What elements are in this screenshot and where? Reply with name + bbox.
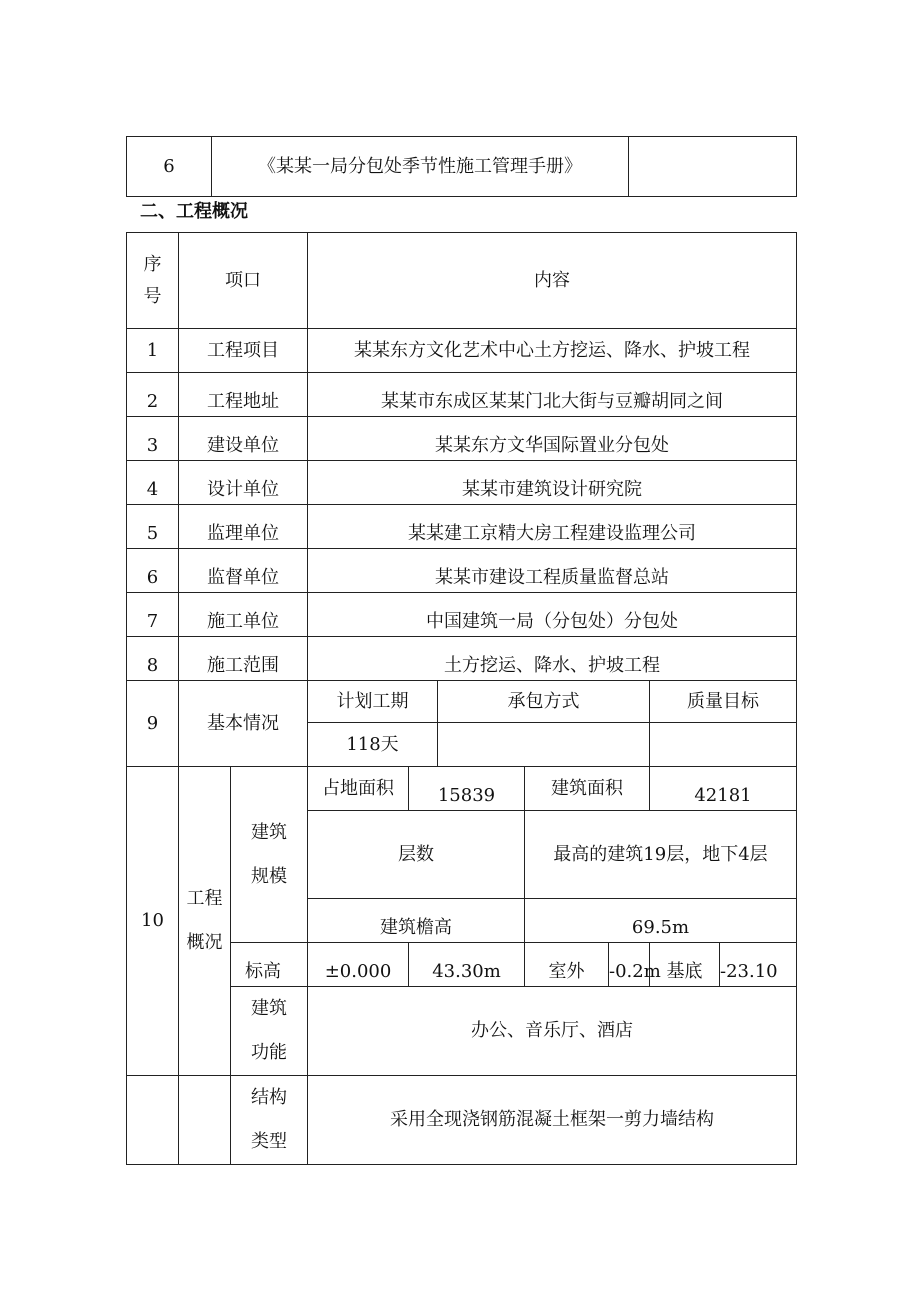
- table-row: [127, 505, 797, 549]
- function-value: 办公、音乐厅、酒店: [308, 987, 797, 1076]
- table-row: [127, 593, 797, 637]
- reference-remark: [629, 137, 797, 197]
- row-content: 某某东方文化艺术中心土方挖运、降水、护坡工程: [308, 329, 797, 373]
- table-row: [127, 373, 797, 417]
- row-content: 某某建工京精大房工程建设监理公司: [308, 505, 797, 549]
- structure-label: 结构类型: [231, 1076, 308, 1165]
- structure-value: 采用全现浇钢筋混凝土框架一剪力墙结构: [308, 1076, 797, 1165]
- row-item: 施工单位: [179, 593, 308, 637]
- row-item: 建设单位: [179, 417, 308, 461]
- row-item: 工程项目: [179, 329, 308, 373]
- table-row: [127, 461, 797, 505]
- land-area-label: 占地面积: [308, 767, 409, 811]
- header-row: [127, 233, 797, 329]
- row-item: 施工范围: [179, 637, 308, 681]
- row-seq: 7: [127, 593, 179, 637]
- structure-item-empty: [179, 1076, 231, 1165]
- row-seq: 8: [127, 637, 179, 681]
- row-content: 中国建筑一局（分包处）分包处: [308, 593, 797, 637]
- schedule-header: 计划工期: [308, 681, 438, 723]
- reference-title: 《某某一局分包处季节性施工管理手册》: [212, 137, 629, 197]
- row-seq: 6: [127, 549, 179, 593]
- row-item: 设计单位: [179, 461, 308, 505]
- row-content: 某某市建筑设计研究院: [308, 461, 797, 505]
- row-item: 工程地址: [179, 373, 308, 417]
- contract-mode-value: [438, 723, 650, 767]
- row-content: 某某市建设工程质量监督总站: [308, 549, 797, 593]
- outdoor-label: 室外: [525, 943, 609, 987]
- project-overview-table: [126, 232, 797, 1165]
- land-area-value: 15839: [409, 767, 525, 811]
- section-heading: 二、工程概况: [140, 201, 248, 222]
- contract-mode-header: 承包方式: [438, 681, 650, 723]
- row-seq: 2: [127, 373, 179, 417]
- outdoor-value: -0.2m: [609, 943, 650, 987]
- row-item: 监督单位: [179, 549, 308, 593]
- table-row: [127, 329, 797, 373]
- elevation-zero-value: 43.30m: [409, 943, 525, 987]
- scale-label: 建筑规模: [231, 767, 308, 943]
- row-content: 某某市东成区某某门北大街与豆瓣胡同之间: [308, 373, 797, 417]
- eave-height-label: 建筑檐高: [308, 899, 525, 943]
- row-content: 土方挖运、降水、护坡工程: [308, 637, 797, 681]
- base-label: 基底: [650, 943, 720, 987]
- header-item: 项口: [179, 233, 308, 329]
- row9-seq: 9: [127, 681, 179, 767]
- reference-table: [126, 136, 797, 197]
- row9-item: 基本情况: [179, 681, 308, 767]
- table-row: [127, 417, 797, 461]
- table-row-structure: [127, 1076, 797, 1165]
- quality-target-header: 质量目标: [650, 681, 797, 723]
- row10-seq: 10: [127, 767, 179, 1076]
- row-seq: 3: [127, 417, 179, 461]
- floors-label: 层数: [308, 811, 525, 899]
- table-row: [127, 637, 797, 681]
- row-content: 某某东方文华国际置业分包处: [308, 417, 797, 461]
- floors-value: 最高的建筑19层，地下4层: [525, 811, 797, 899]
- header-content: 内容: [308, 233, 797, 329]
- header-seq: 序号: [127, 233, 179, 329]
- row-seq: 4: [127, 461, 179, 505]
- elevation-zero: ±0.000: [308, 943, 409, 987]
- eave-height-value: 69.5m: [525, 899, 797, 943]
- quality-target-value: [650, 723, 797, 767]
- table-row-project-overview: [127, 767, 797, 811]
- building-area-label: 建筑面积: [525, 767, 650, 811]
- row-item: 监理单位: [179, 505, 308, 549]
- row-seq: 5: [127, 505, 179, 549]
- elevation-label: 标高: [231, 943, 308, 987]
- structure-seq-empty: [127, 1076, 179, 1165]
- table-row-basic-info: [127, 681, 797, 723]
- row-seq: 1: [127, 329, 179, 373]
- base-value: -23.10: [720, 943, 797, 987]
- function-label: 建筑功能: [231, 987, 308, 1076]
- schedule-value: 118天: [308, 723, 438, 767]
- building-area-value: 42181: [650, 767, 797, 811]
- table-row: [127, 549, 797, 593]
- reference-index: 6: [127, 137, 212, 197]
- row10-item: 工程概况: [179, 767, 231, 1076]
